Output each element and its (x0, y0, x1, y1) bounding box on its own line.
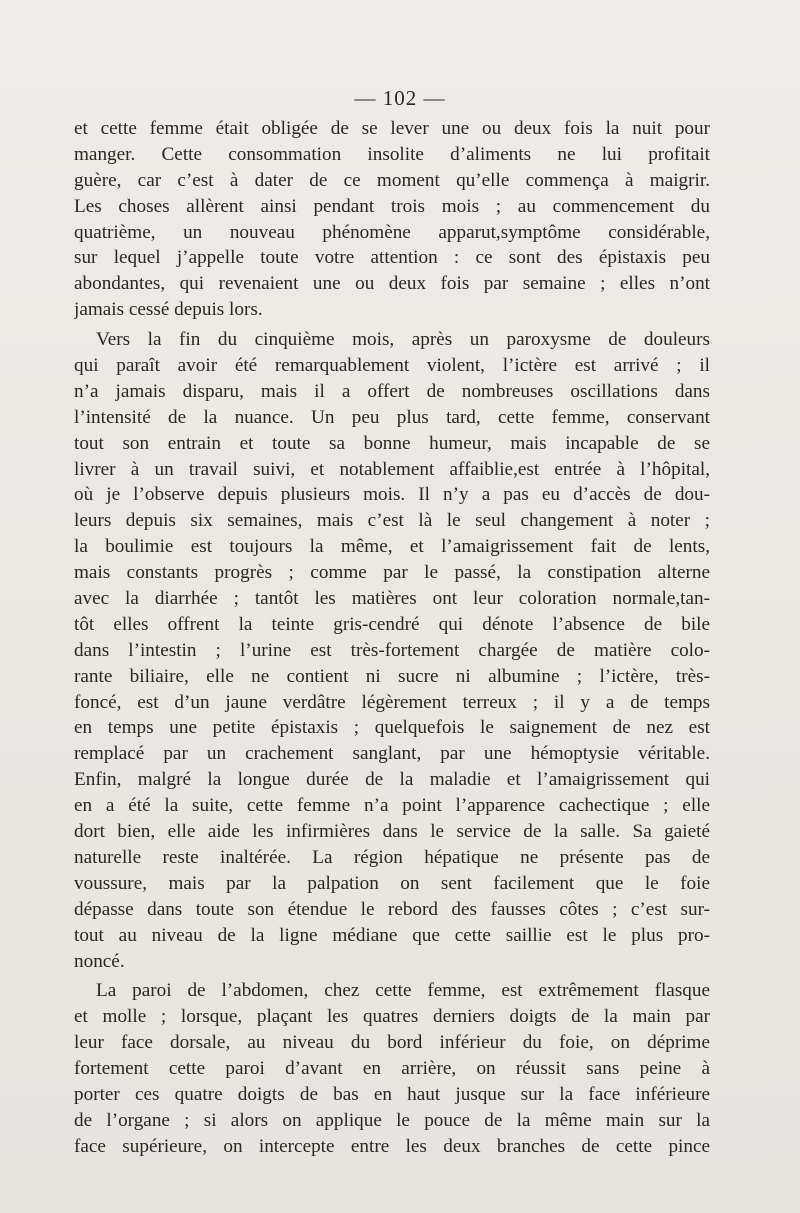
text-line: Les choses allèrent ainsi pendant trois mois ; au commencement du (74, 195, 710, 217)
paragraph-2 (74, 327, 710, 974)
text-line: de l’organe ; si alors on applique le pouce de la même main sur la (74, 1109, 710, 1131)
text-line: tout son entrain et toute sa bonne humeur, mais incapable de se (74, 432, 710, 454)
text-line: Enfin, malgré la longue durée de la maladie et l’amaigrissement qui (74, 769, 710, 791)
text-line: avec la diarrhée ; tantôt les matières ont leur coloration normale,tan- (74, 588, 710, 610)
text-line: foncé, est d’un jaune verdâtre légèrement terreux ; il y a de temps (74, 691, 710, 713)
text-line: voussure, mais par la palpation on sent facilement que le foie (74, 872, 710, 894)
text-line: noncé. (74, 950, 125, 972)
body-text (74, 116, 710, 1160)
text-line: sur lequel j’appelle toute votre attention : ce sont des épistaxis peu (74, 247, 710, 269)
text-line: rante biliaire, elle ne contient ni sucre ni albumine ; l’ictère, très- (74, 665, 710, 687)
text-line: fortement cette paroi d’avant en arrière, on réussit sans peine à (74, 1058, 710, 1080)
text-line: face supérieure, on intercepte entre les deux branches de cette pince (74, 1135, 710, 1157)
text-line: porter ces quatre doigts de bas en haut jusque sur la face inférieure (74, 1083, 710, 1105)
text-line: et cette femme était obligée de se lever une ou deux fois la nuit pour (74, 118, 710, 139)
text-line: leurs depuis six semaines, mais c’est là le seul changement à noter ; (74, 510, 710, 532)
text-line: La paroi de l’abdomen, chez cette femme, est extrêmement flasque (96, 980, 710, 1002)
text-line: la boulimie est toujours la même, et l’amaigrissement fait de lents, (74, 536, 710, 558)
text-line: livrer à un travail suivi, et notablement affaiblie,est entrée à l’hôpital, (74, 458, 710, 480)
text-line: n’a jamais disparu, mais il a offert de nombreuses oscillations dans (74, 380, 710, 402)
text-line: où je l’observe depuis plusieurs mois. Il n’y a pas eu d’accès de dou- (74, 484, 710, 506)
paragraph-3 (74, 978, 710, 1159)
text-line: leur face dorsale, au niveau du bord inférieur du foie, on déprime (74, 1032, 710, 1054)
text-line: Vers la fin du cinquième mois, après un paroxysme de douleurs (96, 329, 710, 351)
text-line: guère, car c’est à dater de ce moment qu’elle commença à maigrir. (74, 169, 710, 191)
paragraph-1 (74, 116, 710, 323)
text-line: qui paraît avoir été remarquablement violent, l’ictère est arrivé ; il (74, 355, 710, 377)
text-line: dort bien, elle aide les infirmières dans le service de la salle. Sa gaieté (74, 821, 710, 843)
text-line: naturelle reste inaltérée. La région hépatique ne présente pas de (74, 846, 710, 868)
text-line: l’intensité de la nuance. Un peu plus tard, cette femme, conservant (74, 406, 710, 428)
text-line: et molle ; lorsque, plaçant les quatres derniers doigts de la main par (74, 1006, 710, 1028)
text-line: en temps une petite épistaxis ; quelquefois le saignement de nez est (74, 717, 710, 739)
text-line: remplacé par un crachement sanglant, par une hémoptysie véritable. (74, 743, 710, 765)
page-number: — 102 — (354, 86, 446, 110)
text-line: en a été la suite, cette femme n’a point l’apparence cachectique ; elle (74, 795, 710, 817)
text-line: dépasse dans toute son étendue le rebord des fausses côtes ; c’est sur- (74, 898, 710, 920)
text-line: mais constants progrès ; comme par le passé, la constipation alterne (74, 562, 710, 584)
text-line: tout au niveau de la ligne médiane que cette saillie est le plus pro- (74, 924, 710, 946)
text-line: dans l’intestin ; l’urine est très-fortement chargée de matière colo- (74, 639, 710, 661)
text-line: abondantes, qui revenaient une ou deux fois par semaine ; elles n’ont (74, 273, 710, 295)
text-line: quatrième, un nouveau phénomène apparut,symptôme considérable, (74, 221, 710, 243)
text-line: manger. Cette consommation insolite d’aliments ne lui profitait (74, 143, 710, 165)
text-line: jamais cessé depuis lors. (74, 299, 263, 321)
text-line: tôt elles offrent la teinte gris-cendré qui dénote l’absence de bile (74, 613, 710, 635)
